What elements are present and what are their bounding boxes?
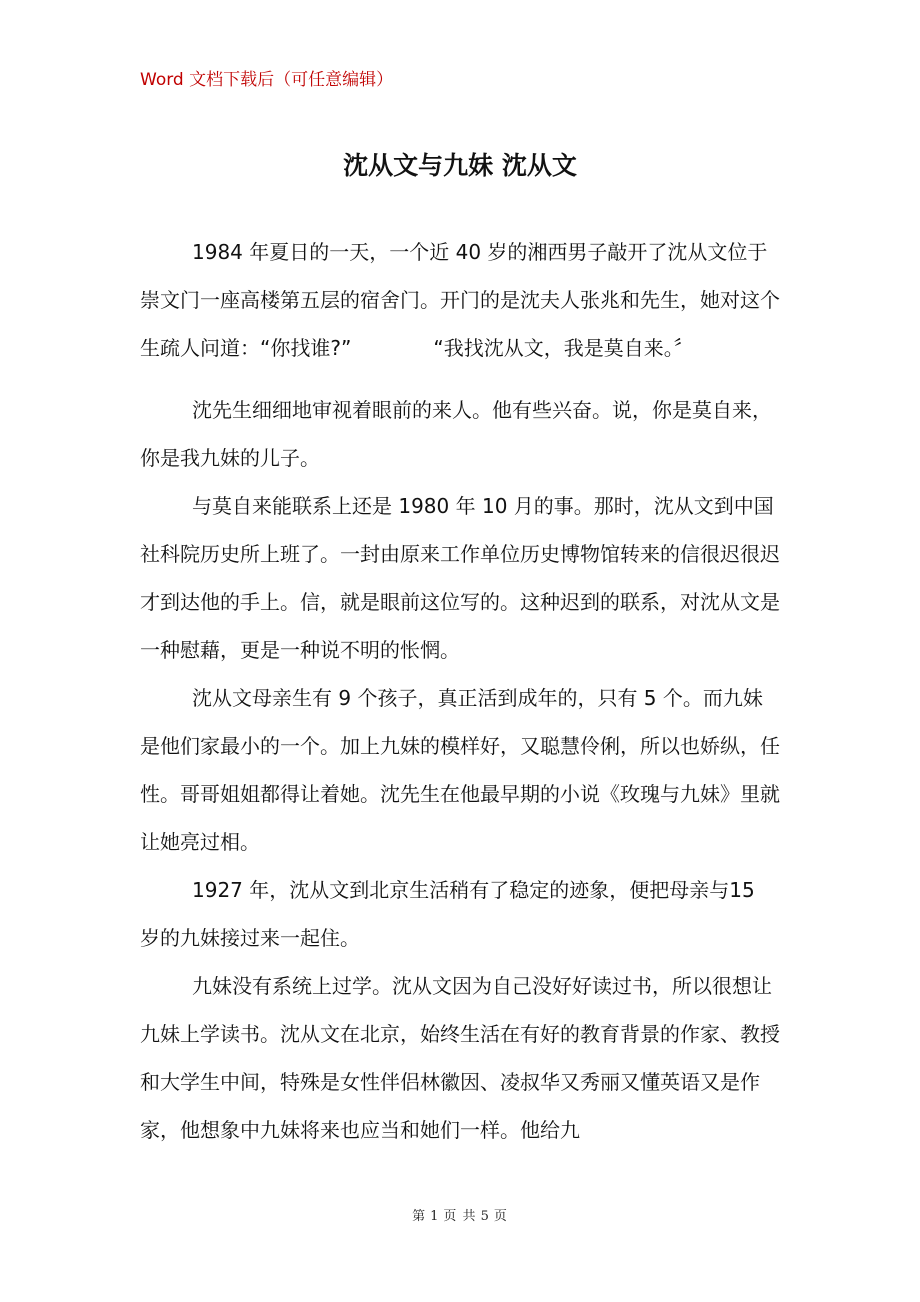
footer-suffix: 页 (493, 1209, 508, 1224)
footer-page-total: 5 (480, 1209, 490, 1224)
paragraph-2: 沈先生细细地审视着眼前的来人。他有些兴奋。说，你是莫自来，你是我九妹的儿子。 (140, 398, 772, 470)
paragraph-5: 1927 年，沈从文到北京生活稍有了稳定的迹象，便把母亲与15 岁的九妹接过来一起住。 (140, 878, 755, 950)
paragraph-1 (140, 228, 780, 372)
paragraph-4: 沈从文母亲生有 9 个孩子，真正活到成年的，只有 5 个。而九妹是他们家最小的一个。加上九妹的模样好，又聪慧伶俐，所以也娇纵，任性。哥哥姐姐都得让着她。沈先生在他最早期的小说《玫瑰与九妹》里就让她亮过相。 (140, 686, 780, 854)
page-footer (0, 1208, 920, 1226)
footer-prefix: 第 (412, 1209, 427, 1224)
paragraph-1-part2: “我找沈从文，我是莫自来。〞 (433, 336, 694, 360)
document-body (140, 228, 780, 1154)
paragraph-1-part1: 1984 年夏日的一天，一个近 40 岁的湘西男子敲开了沈从文位于崇文门一座高楼第五层的宿舍门。开门的是沈夫人张兆和先生，她对这个生疏人问道：“你找谁?” (140, 240, 780, 360)
document-title: 沈从文与九妹 沈从文 (343, 151, 577, 180)
footer-page-current: 1 (430, 1209, 440, 1224)
paragraph-6: 九妹没有系统上过学。沈从文因为自己没好好读过书，所以很想让九妹上学读书。沈从文在北京，始终生活在有好的教育背景的作家、教授和大学生中间，特殊是女性伴侣林徽因、凌叔华又秀丽又懂英语又是作家，他想象中九妹将来也应当和她们一样。他给九 (140, 974, 780, 1142)
paragraph-3: 与莫自来能联系上还是 1980 年 10 月的事。那时，沈从文到中国社科院历史所上班了。一封由原来工作单位历史博物馆转来的信很迟很迟才到达他的手上。信，就是眼前这位写的。这种迟到的联系，对沈从文是一种慰藉，更是一种说不明的怅惘。 (140, 494, 780, 662)
download-note: Word 文档下载后（可任意编辑） (140, 70, 394, 90)
footer-mid: 页 共 (443, 1209, 477, 1224)
